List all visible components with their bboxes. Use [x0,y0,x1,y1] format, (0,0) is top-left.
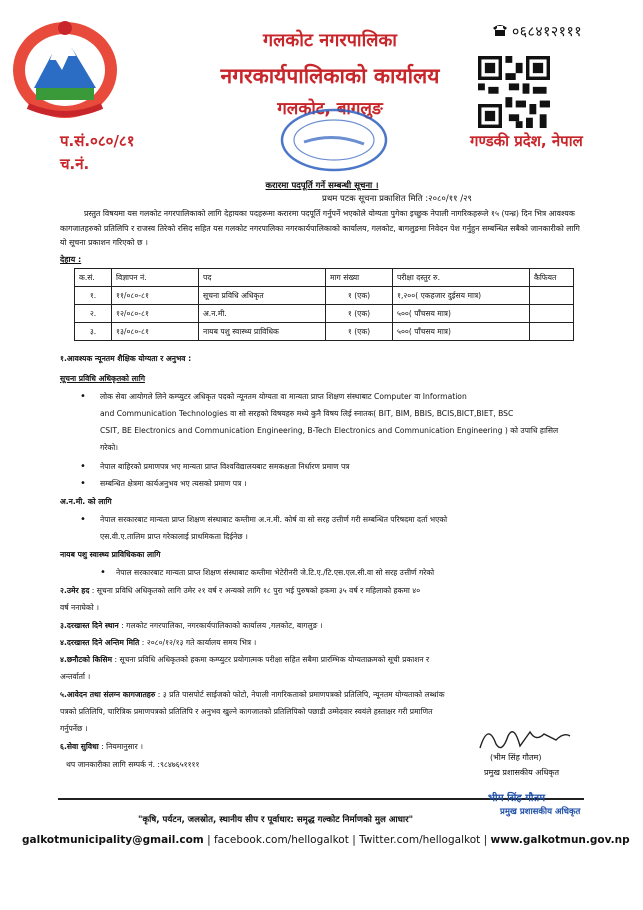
phone-icon [492,23,508,37]
dispatch-number: च.नं. [60,155,90,173]
bullet-icon: • [80,478,86,489]
cell-demand: १ (एक) [326,287,393,305]
age-text-continued: वर्ष ननाघेको । [60,603,99,612]
it-requirement-line4: गरेको। [100,443,119,452]
selection-method [60,653,429,668]
twitter-link[interactable]: Twitter.com/hellogalkot [359,834,481,846]
nepal-emblem-logo [6,14,124,122]
cell-sn: २. [75,305,112,323]
col-demand: माग संख्या [326,269,393,287]
reference-number: प.सं.०८०/८१ [60,132,135,150]
qualification-heading: १.आवश्यक न्यूनतम शैक्षिक योग्यता र अनुभव : [60,354,192,363]
cell-fee: ५००( पाँचसय मात्र) [393,323,530,341]
col-remarks: कैफियत [530,269,574,287]
details-label: देहाय : [60,255,82,264]
deadline-label: ४.दरखास्त दिने अन्तिम मिति [60,638,140,647]
separator: | [348,834,360,846]
docs-text-line2: पत्रको प्रतिलिपि, चारित्रिक प्रमाणपत्रको प्रतिलिपि र अनुभव खुल्ने कागजातको प्रतिलिपिको पछाडी उम्मेदवार स्वयंले हस्ताक्षर गरी प्रमाणित [60,707,433,716]
stamp-title: प्रमुख प्रशासकीय अधिकृत [500,807,581,817]
municipality-motto: "कृषि, पर्यटन, जलस्रोत, स्थानीय सीप र पूर्वाधार: समृद्ध गल्कोट निर्माणको मुल आधार" [138,815,414,825]
it-officer-heading: सूचना प्रविधि अधिकृतको लागि [60,374,145,383]
table-row [75,323,574,341]
deadline-text: : २०८०/१२/१३ गते कार्यालय समय भित्र । [141,638,257,647]
age-text: : सूचना प्रविधि अधिकृतको लागि उमेर २१ वर्ष र अन्यको लागि १८ पुरा भई पुरुषको हकमा ३५ वर्ष र महिलाको हकमा ४० [91,586,421,595]
province-name: गण्डकी प्रदेश, नेपाल [470,132,583,150]
office-phone: ०६८४१२१११ [512,24,583,40]
office-name: नगरकार्यपालिकाको कार्यालय [220,64,440,88]
cell-demand: १ (एक) [326,305,393,323]
age-limit [60,584,420,599]
footer-contacts [22,834,630,846]
notice-intro: प्रस्तुत विषयमा यस गलकोट नगरपालिकाको लागि देहायका पदहरूमा करारमा पदपूर्ति गर्नुपर्ने भएकोले योग्यता पुगेका इच्छुक नेपाली नागरिकहरूले १५ (पन्ध्र) दिन भित्र आवश्यक कागजातहरुको प्रतिलिपि र राजस्व तिरेको रसिद सहित यस गलकोट नगरपालिका नगरकार्यपालिकाको कार्यालय, गलकोट, बागलुङमा निवेदन पेश गर्नुहुन सम्बन्धित सबैको जानकारीको लागि यो सूचना प्रकाशन गरिएको छ । [60,209,580,247]
it-requirement-experience: सम्बन्धित क्षेत्रमा कार्यअनुभव भए त्यसको प्रमाण पत्र । [100,479,247,488]
facility-text: : नियमानुसार । [101,742,143,751]
cell-post: अ.न.मी. [199,305,326,323]
positions-table [74,268,574,341]
signer-name: (भीम सिंह गौतम) [490,753,542,762]
email-link[interactable]: galkotmunicipality@gmail.com [22,834,204,846]
cell-sn: १. [75,287,112,305]
separator: | [203,834,214,846]
application-deadline [60,636,256,651]
docs-text: : ३ प्रति पासपोर्ट साईजको फोटो, नेपाली नागरिकताको प्रमाणपत्रको प्रतिलिपि, न्यूनतम योग्यताको लब्धांक [157,690,445,699]
required-documents [60,688,445,703]
cell-remarks [530,287,574,305]
notice-title: करारमा पदपूर्ति गर्ने सम्बन्धी सूचना । [265,181,379,191]
col-ad-no: विज्ञापन नं. [112,269,199,287]
docs-text-line3: गर्नुपर्नेछ । [60,724,88,733]
cell-remarks [530,323,574,341]
facility-label: ६.सेवा सुविधा [60,742,99,751]
vet-requirement: नेपाल सरकारबाट मान्यता प्राप्त शिक्षण संस्थाबाट कम्तीमा भेटेरीनरी जे.टि.ए./टि.एस.एल.सी.वा सो सरह उत्तीर्ण गरेको [116,568,435,577]
selection-label: ४.छनौटको किसिम [60,655,113,664]
bullet-icon: • [80,461,86,472]
application-place [60,619,323,634]
office-location: गलकोट, बागलुङ [277,99,383,119]
cell-remarks [530,305,574,323]
anm-heading: अ.न.मी. को लागि [60,497,112,506]
age-label: २.उमेर हद [60,586,90,595]
facebook-link[interactable]: facebook.com/hellogalkot [213,834,349,846]
bullet-icon: • [100,567,106,578]
contact-info: थप जानकारीका लागि सम्पर्क नं. :९८४७६५११११ [66,760,200,769]
place-text: : गलकोट नगरपालिका, नगरकार्यपालिकाको कार्यालय ,गलकोट, बागलुङ । [121,621,323,630]
it-requirement-line2: and Communication Technologies वा सो सरहको विषयहरु मध्ये कुनै विषय लिई स्नातक( BIT, BIM, BBIS, BCIS,BICT,BIET, BSC [100,409,514,418]
cell-ad-no: १३/०८०-८१ [112,323,199,341]
cell-fee: ५००( पाँचसय मात्र) [393,305,530,323]
place-label: ३.दरखास्त दिने स्थान [60,621,119,630]
municipality-name: गलकोट नगरपालिका [263,30,397,51]
selection-text: : सूचना प्रविधि अधिकृतको हकमा कम्प्युटर प्रयोगात्मक परीक्षा सहित सबैमा प्रारम्भिक योग्यताक्रमको सूची प्रकाशन र [114,655,430,664]
stamp-name: भीम सिंह गौतम [488,793,546,804]
cell-demand: १ (एक) [326,323,393,341]
cell-ad-no: १२/०८०-८१ [112,305,199,323]
it-requirement-line3: CSIT, BE Electronics and Communication Engineering, B-Tech Electronics and Communication Engineering ) को उपाधि हासिल [100,426,559,435]
anm-requirement-line2: एस.वी.ए.तालिम प्राप्त गरेकालाई प्राथमिकता दिईनेछ । [100,532,248,541]
col-fee: परीक्षा दस्तुर रु. [393,269,530,287]
website-link[interactable]: www.galkotmun.gov.np [490,834,630,846]
it-requirement-line1: लोक सेवा आयोगले लिने कम्प्युटर अधिकृत पदको न्यूनतम योग्यता वा मान्यता प्राप्त शिक्षण संस्थाबाट Computer वा Information [100,392,467,401]
col-sn: क.सं. [75,269,112,287]
docs-label: ५.आवेदन तथा संलग्न कागजातहरु [60,690,156,699]
cell-post: नायब पशु स्वास्थ्य प्राविधिक [199,323,326,341]
office-seal-stamp [274,104,394,174]
table-header-row [75,269,574,287]
it-requirement-foreign: नेपाल बाहिरको प्रमाणपत्र भए मान्यता प्राप्त विश्वविद्यालयबाट समकक्षता निर्धारण प्रमाण पत्र [100,462,350,471]
cell-fee: १,२००( एकहजार दुईसय मात्र) [393,287,530,305]
anm-requirement-line1: नेपाल सरकारबाट मान्यता प्राप्त शिक्षण संस्थाबाट कम्तीमा अ.न.मी. कोर्ष वा सो सरह उत्तीर्ण गरी सम्बन्धित परिषदमा दर्ता भएको [100,515,448,524]
table-row [75,305,574,323]
cell-post: सूचना प्रविधि अधिकृत [199,287,326,305]
selection-text-continued: अन्तर्वार्ता । [60,672,91,681]
separator: | [480,834,491,846]
table-row [75,287,574,305]
cell-sn: ३. [75,323,112,341]
cell-ad-no: ११/०८०-८१ [112,287,199,305]
bullet-icon: • [80,514,86,525]
col-post: पद [199,269,326,287]
vet-heading: नायब पशु स्वास्थ्य प्राविधिकका लागि [60,550,161,559]
publish-date: प्रथम पटक सूचना प्रकाशित मिति :२०८०/११ /२९ [322,194,472,204]
service-facility [60,740,143,755]
signer-title: प्रमुख प्रशासकीय अधिकृत [484,768,560,777]
bullet-icon: • [80,391,86,402]
